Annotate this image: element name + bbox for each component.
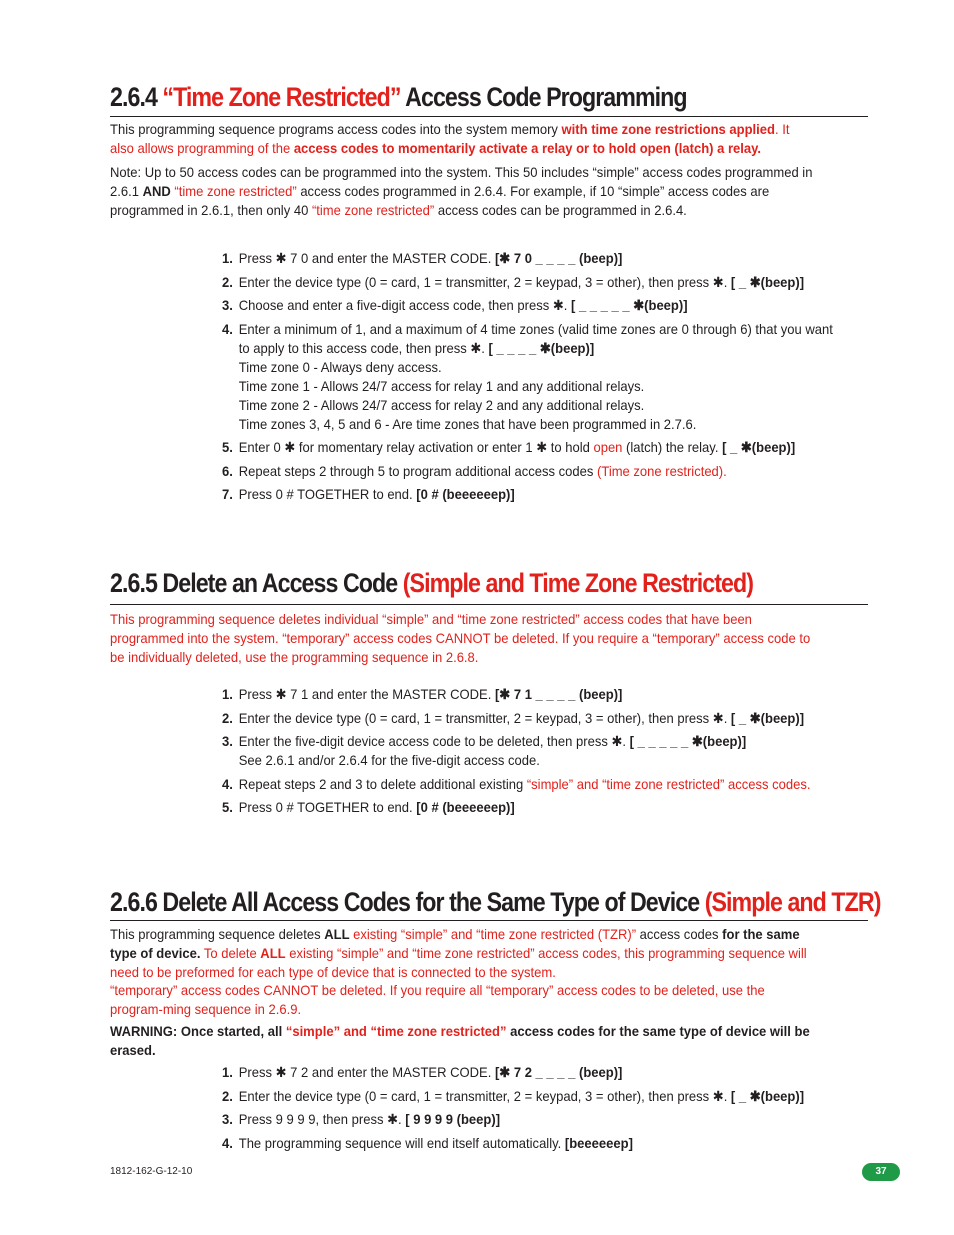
step-text: Press 0 # TOGETHER to end. (238, 486, 417, 502)
list-item (222, 798, 836, 817)
heading-rule (110, 920, 868, 921)
step-text-red: (Time zone restricted). (597, 462, 727, 479)
step-keys: [ _ ✱(beep)] (730, 1087, 805, 1104)
text: Note: Up to 50 access codes can be programmed into the system. This 50 includes “simple” access codes programmed in 2.6.1 (110, 164, 813, 199)
list-item (222, 685, 836, 704)
section-2-6-4-note (110, 163, 817, 220)
warning-text: WARNING: Once started, all (110, 1023, 286, 1039)
step-number: 3. (222, 297, 233, 313)
text-bold: AND (142, 183, 171, 199)
section-2-6-4-steps (222, 249, 836, 509)
document-code: 1812-162-G-12-10 (110, 1166, 193, 1177)
step-subline: Time zone 1 - Allows 24/7 access for relay 1 and any additional relays. (238, 377, 645, 394)
warning-text: access codes for the same type of device will be erased. (110, 1023, 810, 1058)
step-text-red: open (593, 439, 623, 455)
step-keys: [✱ 7 1 _ _ _ _ (beep)] (494, 686, 623, 702)
step-text: Press ✱ 7 2 and enter the MASTER CODE. (238, 1064, 495, 1080)
section-2-6-5-heading (110, 570, 753, 597)
step-keys: [0 # (beeeeeep)] (416, 486, 515, 502)
list-item (222, 1110, 836, 1129)
list-item (222, 1063, 836, 1082)
step-subline: Time zones 3, 4, 5 and 6 - Are time zones that have been programmed in 2.7.6. (238, 415, 697, 432)
heading-highlight: “Time Zone Restricted” (162, 82, 401, 112)
step-number: 5. (222, 799, 233, 815)
step-text: The programming sequence will end itself automatically. (238, 1134, 565, 1151)
section-2-6-6-warning (110, 1022, 817, 1060)
section-2-6-4-intro (110, 120, 817, 158)
text-highlight: ALL (260, 945, 286, 961)
list-item (222, 462, 836, 481)
text: This programming sequence deletes (110, 926, 325, 942)
step-text: Enter the device type (0 = card, 1 = transmitter, 2 = keypad, 3 = other), then press ✱. (238, 709, 731, 726)
step-number: 3. (222, 1111, 233, 1127)
list-item (222, 1087, 836, 1106)
step-keys: [ _ ✱(beep)] (722, 439, 796, 455)
step-text: Enter a minimum of 1, and a maximum of 4 time zones (valid time zones are 0 through 6) that you want to apply to this access code, then press ✱. (238, 320, 833, 356)
step-keys: [✱ 7 0 _ _ _ _ (beep)] (494, 250, 623, 266)
text: access codes programmed in 2.6.4. For example, if 10 “simple” access codes are programmed in 2.6.1, then only 40 (110, 183, 770, 218)
step-text: (latch) the relay. (622, 439, 723, 455)
heading-number: 2.6.4 (110, 82, 163, 112)
step-text: Enter 0 ✱ for momentary relay activation or enter 1 ✱ to hold (238, 439, 594, 455)
text-red: existing “simple” and “time zone restricted (TZR)” (349, 926, 637, 942)
step-keys: [ _ _ _ _ _ ✱(beep)] (570, 297, 688, 313)
text-bold: ALL (324, 926, 350, 942)
heading-rest: Access Code Programming (400, 82, 687, 112)
step-number: 3. (222, 733, 233, 749)
step-number: 7. (222, 486, 233, 502)
step-number: 1. (222, 686, 233, 702)
step-keys: [ _ ✱(beep)] (730, 709, 805, 726)
step-text: Press 0 # TOGETHER to end. (238, 799, 417, 815)
step-number: 4. (222, 775, 233, 792)
step-keys: [beeeeeep] (564, 1134, 633, 1151)
step-text: Repeat steps 2 through 5 to program additional access codes (238, 462, 598, 479)
heading-rule (110, 604, 868, 605)
step-text: Press 9 9 9 9, then press ✱. (238, 1111, 406, 1127)
text-red: “time zone restricted” (311, 202, 435, 218)
section-2-6-6-note (110, 981, 817, 1019)
step-text: Repeat steps 2 and 3 to delete additional existing (238, 775, 527, 792)
section-2-6-4-heading (110, 84, 687, 111)
list-item (222, 485, 836, 504)
step-text: Press ✱ 7 0 and enter the MASTER CODE. (238, 250, 495, 266)
text-highlight: access codes to momentarily activate a relay or to hold open (latch) a relay. (293, 140, 762, 156)
section-2-6-6-steps (222, 1063, 836, 1157)
list-item (222, 732, 836, 770)
step-keys: [ 9 9 9 9 (beep)] (405, 1111, 501, 1127)
list-item (222, 320, 836, 434)
text-red: To delete (200, 945, 261, 961)
step-number: 1. (222, 1064, 233, 1080)
heading-text: 2.6.6 Delete All Access Codes for the Same Type of Device (110, 887, 705, 917)
section-2-6-5-steps (222, 685, 836, 822)
list-item (222, 296, 836, 315)
step-number: 1. (222, 250, 233, 266)
page-number-badge: 37 (862, 1163, 900, 1181)
text-bold: for the same type of device. (110, 926, 800, 961)
step-number: 2. (222, 709, 233, 726)
step-keys: [ _ _ _ _ _ ✱(beep)] (629, 733, 747, 749)
step-keys: [✱ 7 2 _ _ _ _ (beep)] (494, 1064, 623, 1080)
step-text: Choose and enter a five-digit access code, then press ✱. (238, 297, 571, 313)
step-number: 6. (222, 462, 233, 479)
step-number: 4. (222, 320, 233, 337)
text: This programming sequence programs access codes into the system memory (110, 121, 562, 137)
list-item (222, 1134, 836, 1153)
list-item (222, 438, 836, 457)
step-number: 4. (222, 1134, 233, 1151)
step-subline: Time zone 2 - Allows 24/7 access for relay 2 and any additional relays. (238, 396, 645, 413)
text-red: “time zone restricted” (174, 183, 297, 199)
step-text: Enter the device type (0 = card, 1 = transmitter, 2 = keypad, 3 = other), then press ✱. (238, 273, 731, 290)
text: access codes (636, 926, 723, 942)
step-keys: [ _ _ _ _ ✱(beep)] (488, 339, 595, 356)
section-2-6-6-intro (110, 925, 817, 982)
text-red: This programming sequence deletes individual “simple” and “time zone restricted” access codes that have been programmed into the system. “temporary” access codes CANNOT be deleted. If you require a “temporary” access code to be individually deleted, use the programming sequence in 2.6.8. (110, 611, 811, 665)
step-text-red: “simple” and “time zone restricted” access codes. (526, 775, 811, 792)
text: access codes can be programmed in 2.6.4. (434, 202, 687, 218)
text-highlight: with time zone restrictions applied (561, 121, 775, 137)
step-text: Enter the device type (0 = card, 1 = transmitter, 2 = keypad, 3 = other), then press ✱. (238, 1087, 731, 1104)
text-red: . It also allows programming of the (110, 121, 790, 156)
step-keys: [0 # (beeeeeep)] (416, 799, 515, 815)
step-number: 5. (222, 439, 233, 455)
text-red: existing “simple” and “time zone restricted” access codes, this programming sequence will need to be preformed for each type of device that is connected to the system. (110, 945, 807, 980)
list-item (222, 775, 836, 794)
text-red: “temporary” access codes CANNOT be deleted. If you require all “temporary” access codes to be deleted, use the program-ming sequence in 2.6.9. (110, 982, 765, 1017)
section-2-6-5-intro (110, 610, 817, 667)
list-item (222, 249, 836, 268)
step-number: 2. (222, 1087, 233, 1104)
step-number: 2. (222, 273, 233, 290)
step-text: Enter the five-digit device access code to be deleted, then press ✱. (238, 733, 630, 749)
list-item (222, 709, 836, 728)
heading-rule (110, 116, 868, 117)
heading-highlight: (Simple and TZR) (704, 887, 881, 917)
step-text: Press ✱ 7 1 and enter the MASTER CODE. (238, 686, 495, 702)
step-subline: Time zone 0 - Always deny access. (238, 358, 442, 375)
heading-text: 2.6.5 Delete an Access Code (110, 568, 403, 598)
section-2-6-6-heading (110, 889, 880, 916)
warning-highlight: “simple” and “time zone restricted” (285, 1023, 507, 1039)
step-keys: [ _ ✱(beep)] (730, 273, 805, 290)
step-subline: See 2.6.1 and/or 2.6.4 for the five-digit access code. (238, 752, 540, 768)
list-item (222, 273, 836, 292)
heading-highlight: (Simple and Time Zone Restricted) (402, 568, 754, 598)
